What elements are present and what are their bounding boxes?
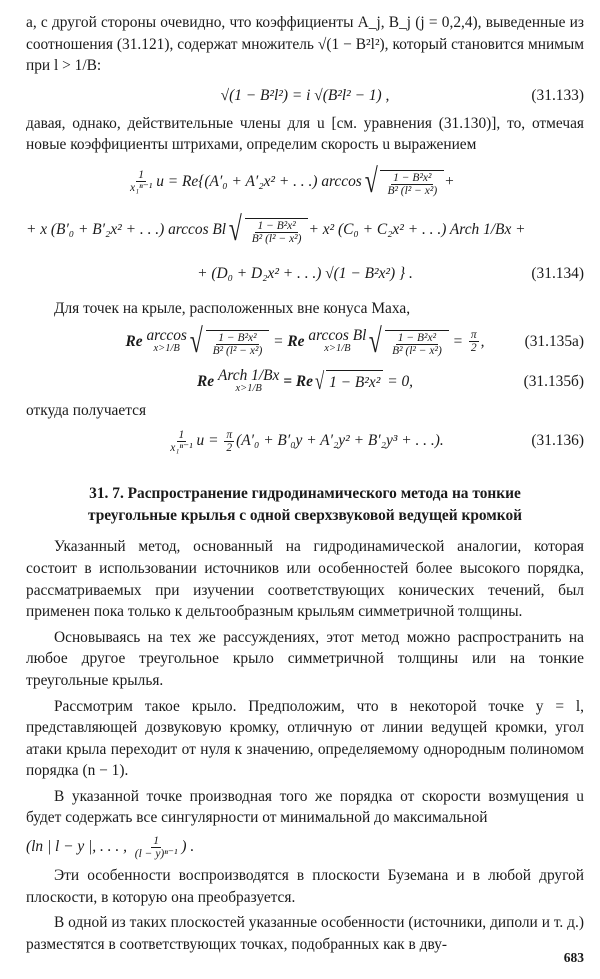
- eq136-prefactor: $\frac{1}{\text{x₁ⁿ⁻¹}}$: [170, 428, 193, 454]
- paragraph-2: давая, однако, действительные члены для u [см. уравнения (31.130)], то, отмечая новые коэффициенты штрихами, определим скорость u выражением: [26, 114, 584, 154]
- eq133-rhs: = i √(B²l² − 1) ,: [291, 86, 390, 104]
- eq136-pi-half: $\frac{\pi}{2}$: [226, 428, 233, 454]
- eq134-prefactor: $\frac{1}{\text{x₁ⁿ⁻¹}}$: [130, 169, 153, 195]
- eq133-lhs: √(1 − B²l²): [220, 86, 289, 104]
- eq133-number: (31.133): [531, 86, 584, 104]
- eq136-text1: u =: [196, 432, 219, 450]
- eq135a-number: (31.135а): [524, 332, 584, 350]
- section-heading: 31. 7. Распространение гидродинамического метода на тонкие треугольные крылья с одной сверхзвуковой ведущей кромкой: [87, 485, 523, 524]
- eq134-line2-text: + x (B′₀ + B′₂x² + . . .) arccos Bl: [26, 221, 227, 239]
- eq134-line1-tail: +: [444, 173, 455, 191]
- eq135b-radical: √ 1 − B²x²: [313, 370, 383, 394]
- equation-31-135b: [26, 364, 584, 400]
- eq134-line2-tail: + x² (C₀ + C₂x² + . . .) Arch 1/Bx +: [308, 221, 526, 239]
- page-number: 683: [563, 950, 584, 966]
- paragraph-7: Рассмотрим такое крыло. Предположим, что в некоторой точке y = l, представляющей дозвуковую кромку, отличную от линии ведущей кромки, угол атаки крыла переходит от нуля к значению, определяемому однородным полиномом порядка (n − 1).: [26, 697, 584, 780]
- equation-31-136: [26, 421, 584, 461]
- eq135b-tail: = 0,: [387, 372, 413, 390]
- eq134-line1-radical: √ $\frac{\text{1 − B²x²}}{\text{B² (l² − x²)}}$: [362, 167, 444, 197]
- eq134-number: (31.134): [531, 265, 584, 283]
- eq135a-re1: Re: [125, 332, 143, 350]
- equation-31-134-line-3: [26, 254, 584, 294]
- equation-31-134-line-1: [26, 158, 584, 206]
- equation-31-133: [26, 79, 584, 113]
- eq135b-number: (31.135б): [523, 372, 584, 390]
- p8-formula-fraction: $\frac{1}{\text{(l − y)ⁿ⁻¹}}$: [134, 834, 178, 860]
- eq136-text2: (A′₀ + B′₀y + A′₂y² + B′₂y³ + . . .).: [236, 432, 444, 450]
- eq135a-pi-half: $\frac{\pi}{2}$: [470, 329, 477, 355]
- eq135a-op1: arccos x>1/B: [146, 326, 187, 354]
- paragraph-8-formula: [26, 829, 584, 865]
- p8-formula-open: (ln | l − y |, . . . ,: [26, 838, 127, 856]
- paragraph-5: Указанный метод, основанный на гидродинамической аналогии, которая состоит в использовании источников или особенностей более высокого порядка, рассматриваемых при изучении соответствующих конических течений, был применен пока только к дельтообразным крыльям симметричной толщины.: [26, 538, 584, 621]
- eq135b-mid: = Re: [283, 372, 313, 390]
- eq134-line1-text: u = Re{(A′₀ + A′₂x² + . . .) arccos: [156, 173, 362, 191]
- eq134-line2-radical: √ $\frac{\text{1 − B²x²}}{\text{B² (l² − x²)}}$: [226, 215, 308, 245]
- paragraph-4: откуда получается: [26, 401, 147, 419]
- paragraph-3: Для точек на крыле, расположенных вне конуса Маха,: [54, 299, 411, 317]
- eq135b-op: Arch 1/Bx x>1/B: [217, 366, 280, 394]
- p8-formula-close: ) .: [181, 838, 195, 856]
- page-body: [26, 12, 584, 955]
- eq134-line3-text: + (D₀ + D₂x² + . . .) √(1 − B²x²) } .: [197, 265, 413, 283]
- eq135a-tail: ,: [480, 332, 485, 350]
- eq135a-op2: arccos Bl x>1/B: [308, 326, 367, 354]
- equation-31-134-line-2: [26, 206, 584, 254]
- eq135a-radical-2: √ $\frac{\text{1 − B²x²}}{\text{B² (l² − x²)}}$: [366, 327, 448, 357]
- paragraph-10: В одной из таких плоскостей указанные особенности (источники, диполи и т. д.) разместятся в соответствующих точках, подобранных как в дву-: [26, 914, 584, 953]
- equation-31-135a: Re arccos x>1/B √ $\frac{\text{1 − B²x²}}{\text{B² (l² − x²)}}$ = Re arccos Bl x>1/B √ $\frac{\text{1 − B²x²}}{\text{B² (l² − x²)}}$ = $\frac{\pi}{2}$ , (31.135а): [125, 322, 584, 360]
- eq135a-radical-1: √ $\frac{\text{1 − B²x²}}{\text{B² (l² − x²)}}$: [187, 327, 269, 357]
- eq135a-re2: Re: [287, 332, 305, 350]
- eq135a-equals: =: [273, 332, 284, 350]
- eq135b-re: Re: [196, 372, 215, 390]
- paragraph-1: а, с другой стороны очевидно, что коэффициенты A_j, B_j (j = 0,2,4), выведенные из соотношения (31.121), содержат множитель √(1 − B²l²), который становится мнимым при l > 1/B:: [26, 14, 584, 75]
- paragraph-6: Основываясь на тех же рассуждениях, этот метод можно распространить на любое другое треугольное крыло симметричной толщины или на тонкие треугольные крылья.: [26, 628, 584, 689]
- paragraph-9: Эти особенности воспроизводятся в плоскости Буземана и в любой другой плоскости, в которую она преобразуется.: [26, 867, 584, 906]
- eq136-number: (31.136): [531, 432, 584, 450]
- paragraph-8: В указанной точке производная того же порядка от скорости возмущения u будет содержать все сингулярности от минимальной до максимальной: [26, 787, 584, 827]
